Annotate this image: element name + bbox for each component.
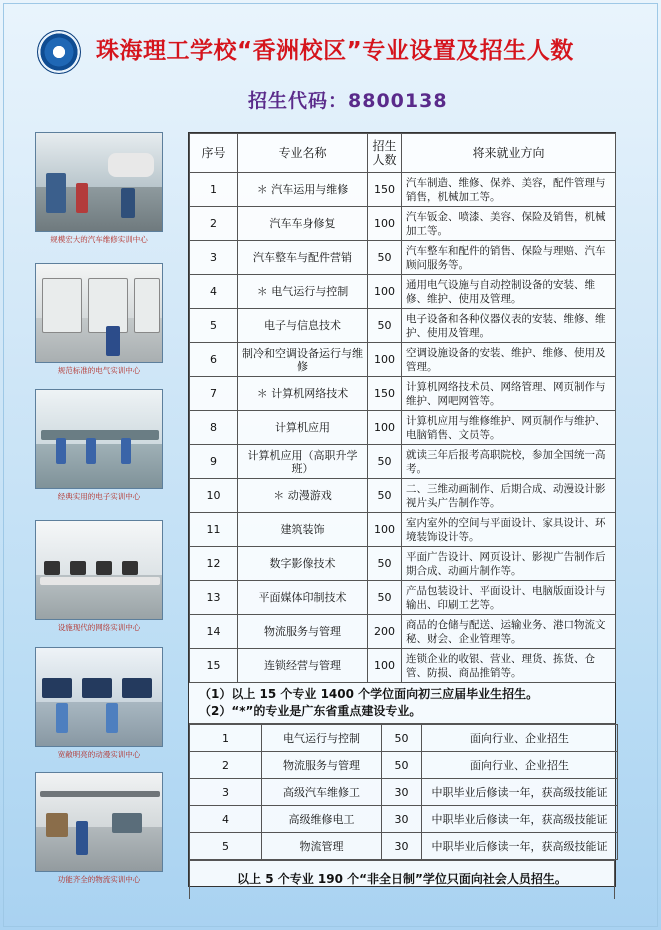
table-row xyxy=(190,309,616,343)
row-name: 计算机应用 xyxy=(238,411,368,445)
note-2: （2）“*”的专业是广东省重点建设专业。 xyxy=(199,704,422,718)
row-count: 50 xyxy=(368,309,402,343)
table-row xyxy=(190,581,616,615)
row-no: 13 xyxy=(190,581,238,615)
row-no: 3 xyxy=(190,779,262,806)
photo-image xyxy=(35,647,163,747)
photo-caption: 宽敞明亮的动漫实训中心 xyxy=(57,750,141,759)
school-logo xyxy=(37,30,81,74)
photo-image xyxy=(35,132,163,232)
row-count: 100 xyxy=(368,649,402,683)
photo-electrical xyxy=(35,263,163,376)
row-count: 100 xyxy=(368,207,402,241)
row-no: 11 xyxy=(190,513,238,547)
table-row xyxy=(190,779,618,806)
row-direction: 汽车整车和配件的销售、保险与理赔、汽车顾问服务等。 xyxy=(402,241,616,275)
row-count: 50 xyxy=(368,479,402,513)
row-direction: 就读三年后报考高职院校，参加全国统一高考。 xyxy=(402,445,616,479)
row-no: 14 xyxy=(190,615,238,649)
photo-image xyxy=(35,389,163,489)
row-direction: 平面广告设计、网页设计、影视广告制作后期合成、动画片制作等。 xyxy=(402,547,616,581)
row-count: 30 xyxy=(382,833,422,860)
row-no: 2 xyxy=(190,752,262,779)
row-direction: 中职毕业后修读一年，获高级技能证 xyxy=(422,833,618,860)
row-no: 1 xyxy=(190,725,262,752)
table-row xyxy=(190,649,616,683)
header-count: 招生人数 xyxy=(368,134,402,173)
photo-image xyxy=(35,263,163,363)
row-count: 150 xyxy=(368,173,402,207)
table-row xyxy=(190,445,616,479)
row-direction: 空调设施设备的安装、维护、维修、使用及管理。 xyxy=(402,343,616,377)
row-no: 3 xyxy=(190,241,238,275)
row-count: 50 xyxy=(368,581,402,615)
row-name: 电气运行与控制 xyxy=(262,725,382,752)
row-direction: 二、三维动画制作、后期合成、动漫设计影视片头广告制作等。 xyxy=(402,479,616,513)
row-count: 50 xyxy=(368,547,402,581)
table-header-row xyxy=(190,134,616,173)
table-row xyxy=(190,547,616,581)
row-count: 50 xyxy=(368,241,402,275)
row-name: 数字影像技术 xyxy=(238,547,368,581)
photo-electronics xyxy=(35,389,163,502)
table-row xyxy=(190,513,616,547)
row-count: 150 xyxy=(368,377,402,411)
row-direction: 中职毕业后修读一年，获高级技能证 xyxy=(422,779,618,806)
row-direction: 汽车制造、维修、保养、美容，配件管理与销售，机械加工等。 xyxy=(402,173,616,207)
table-row xyxy=(190,275,616,309)
header-name: 专业名称 xyxy=(238,134,368,173)
row-name: 高级维修电工 xyxy=(262,806,382,833)
row-count: 100 xyxy=(368,343,402,377)
row-no: 8 xyxy=(190,411,238,445)
row-count: 100 xyxy=(368,411,402,445)
row-no: 1 xyxy=(190,173,238,207)
row-name: 电子与信息技术 xyxy=(238,309,368,343)
row-name: 建筑装饰 xyxy=(238,513,368,547)
program-table xyxy=(188,132,616,887)
row-name: 连锁经营与管理 xyxy=(238,649,368,683)
row-name: 汽车整车与配件营销 xyxy=(238,241,368,275)
row-name: 高级汽车维修工 xyxy=(262,779,382,806)
enrollment-code: 招生代码：8800138 xyxy=(248,90,448,112)
row-no: 10 xyxy=(190,479,238,513)
row-direction: 汽车钣金、喷漆、美容、保险及销售，机械加工等。 xyxy=(402,207,616,241)
final-note-row xyxy=(190,861,615,899)
page-title: 珠海理工学校“香洲校区”专业设置及招生人数 xyxy=(96,38,574,64)
table-row xyxy=(190,752,618,779)
table-row xyxy=(190,833,618,860)
photo-network xyxy=(35,520,163,633)
row-direction: 计算机应用与维修维护、网页制作与维护、电脑销售、文员等。 xyxy=(402,411,616,445)
photo-logistics xyxy=(35,772,163,885)
notes-row xyxy=(189,683,615,724)
note-1: （1）以上 15 个专业 1400 个学位面向初三应届毕业生招生。 xyxy=(199,687,539,701)
row-direction: 室内室外的空间与平面设计、家具设计、环境装饰设计等。 xyxy=(402,513,616,547)
row-name: 物流服务与管理 xyxy=(238,615,368,649)
photo-image xyxy=(35,772,163,872)
row-count: 50 xyxy=(382,725,422,752)
row-no: 2 xyxy=(190,207,238,241)
row-name: 计算机应用（高职升学班） xyxy=(238,445,368,479)
row-direction: 连锁企业的收银、营业、理货、拣货、仓管、防损、商品推销等。 xyxy=(402,649,616,683)
table-row xyxy=(190,173,616,207)
header-no: 序号 xyxy=(190,134,238,173)
table-row xyxy=(190,806,618,833)
row-count: 50 xyxy=(382,752,422,779)
part-time-table xyxy=(189,724,618,860)
row-count: 50 xyxy=(368,445,402,479)
table-row xyxy=(190,479,616,513)
table-row xyxy=(190,411,616,445)
table-row xyxy=(190,343,616,377)
row-count: 30 xyxy=(382,779,422,806)
table-row xyxy=(190,615,616,649)
photo-image xyxy=(35,520,163,620)
row-no: 15 xyxy=(190,649,238,683)
row-name: 平面媒体印制技术 xyxy=(238,581,368,615)
row-name: ＊ 动漫游戏 xyxy=(238,479,368,513)
row-name: 物流服务与管理 xyxy=(262,752,382,779)
row-count: 100 xyxy=(368,513,402,547)
photo-animation xyxy=(35,647,163,760)
row-no: 9 xyxy=(190,445,238,479)
row-no: 6 xyxy=(190,343,238,377)
row-count: 200 xyxy=(368,615,402,649)
photo-caption: 规模宏大的汽车维修实训中心 xyxy=(50,235,148,244)
final-note: 以上 5 个专业 190 个“非全日制”学位只面向社会人员招生。 xyxy=(190,861,615,899)
row-name: ＊ 电气运行与控制 xyxy=(238,275,368,309)
row-name: ＊ 计算机网络技术 xyxy=(238,377,368,411)
row-direction: 产品包装设计、平面设计、电脑版面设计与输出、印刷工艺等。 xyxy=(402,581,616,615)
photo-auto-repair xyxy=(35,132,163,245)
table-row xyxy=(190,241,616,275)
row-no: 4 xyxy=(190,806,262,833)
photo-caption: 规范标准的电气实训中心 xyxy=(57,366,141,375)
row-name: ＊ 汽车运用与维修 xyxy=(238,173,368,207)
row-no: 4 xyxy=(190,275,238,309)
notes-table xyxy=(189,683,615,724)
table-row xyxy=(190,725,618,752)
row-count: 100 xyxy=(368,275,402,309)
photo-caption: 设施现代的网络实训中心 xyxy=(57,623,141,632)
table-row xyxy=(190,207,616,241)
row-direction: 电子设备和各种仪器仪表的安装、维修、维护、使用及管理。 xyxy=(402,309,616,343)
photo-caption: 功能齐全的物流实训中心 xyxy=(57,875,141,884)
row-direction: 面向行业、企业招生 xyxy=(422,725,618,752)
row-count: 30 xyxy=(382,806,422,833)
row-direction: 计算机网络技术员、网络管理、网页制作与维护、网吧网管等。 xyxy=(402,377,616,411)
table-row xyxy=(190,377,616,411)
main-program-table xyxy=(189,133,616,683)
row-direction: 商品的仓储与配送、运输业务、港口物流文秘、财会、企业管理等。 xyxy=(402,615,616,649)
row-direction: 面向行业、企业招生 xyxy=(422,752,618,779)
row-no: 7 xyxy=(190,377,238,411)
row-no: 12 xyxy=(190,547,238,581)
final-note-table xyxy=(189,860,615,899)
row-no: 5 xyxy=(190,309,238,343)
header-direction: 将来就业方向 xyxy=(402,134,616,173)
row-direction: 通用电气设施与自动控制设备的安装、维修、维护、使用及管理。 xyxy=(402,275,616,309)
row-direction: 中职毕业后修读一年，获高级技能证 xyxy=(422,806,618,833)
row-name: 物流管理 xyxy=(262,833,382,860)
row-name: 汽车车身修复 xyxy=(238,207,368,241)
row-no: 5 xyxy=(190,833,262,860)
photo-caption: 经典实用的电子实训中心 xyxy=(57,492,141,501)
row-name: 制冷和空调设备运行与维修 xyxy=(238,343,368,377)
